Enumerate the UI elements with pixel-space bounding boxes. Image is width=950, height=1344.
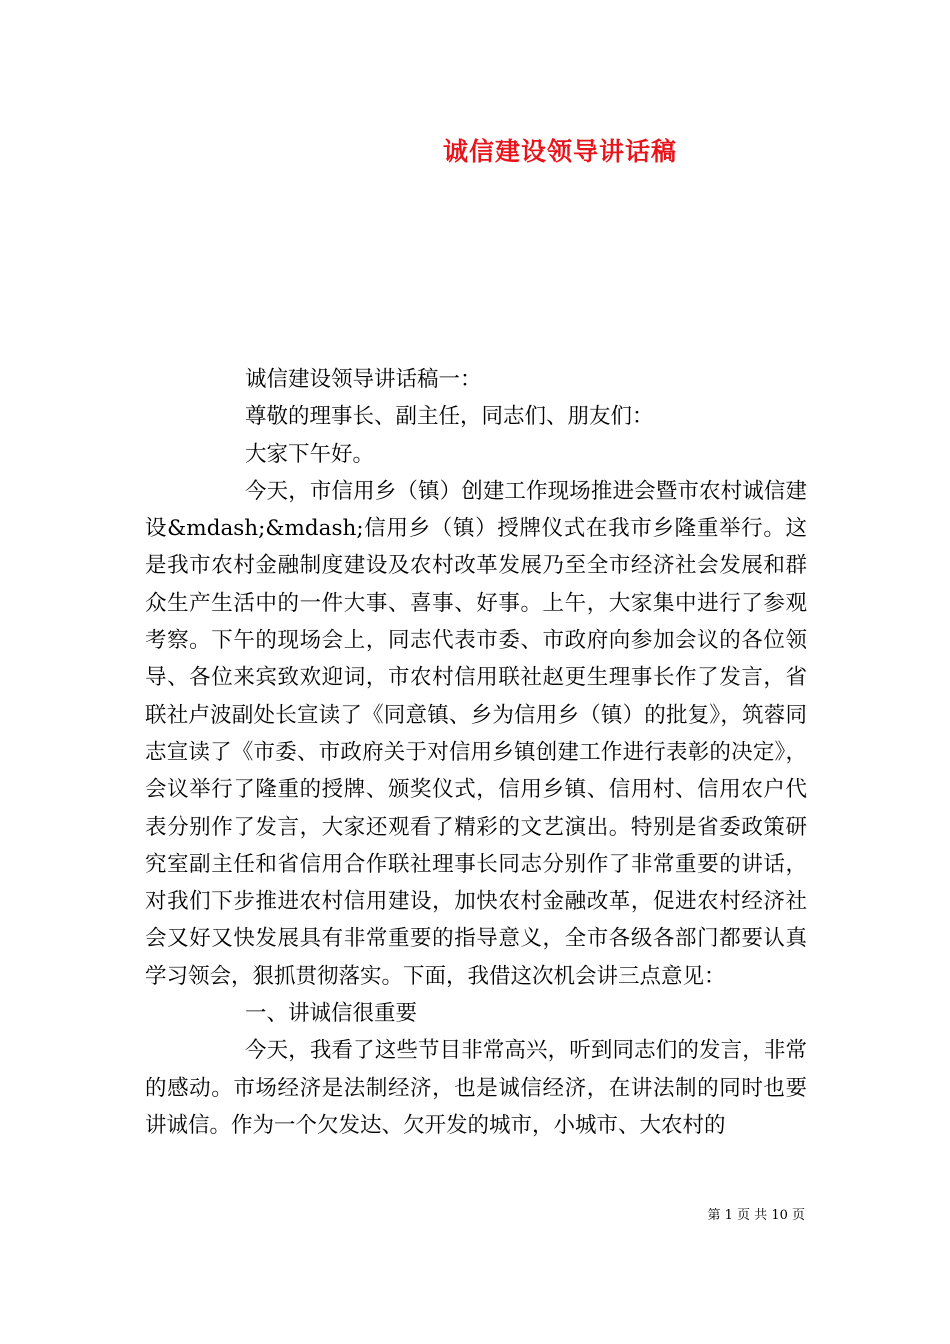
paragraph-intro: 今天，市信用乡（镇）创建工作现场推进会暨市农村诚信建设&mdash;&mdash;信用乡（镇）授牌仪式在我市乡隆重举行。这是我市农村金融制度建设及农村改革发展乃至全市经济社会发展和群众生产生活中的一件大事、喜事、好事。上午，大家集中进行了参观考察。下午的现场会上，同志代表市委、市政府向参加会议的各位领导、各位来宾致欢迎词，市农村信用联社赵更生理事长作了发言，省联社卢波副处长宣读了《同意镇、乡为信用乡（镇）的批复》，筑蓉同志宣读了《市委、市政府关于对信用乡镇创建工作进行表彰的决定》，会议举行了隆重的授牌、颁奖仪式，信用乡镇、信用村、信用农户代表分别作了发言，大家还观看了精彩的文艺演出。特别是省委政策研究室副主任和省信用合作联社理事长同志分别作了非常重要的讲话，对我们下步推进农村信用建设，加快农村金融改革，促进农村经济社会又好又快发展具有非常重要的指导意义，全市各级各部门都要认真学习领会，狠抓贯彻落实。下面，我借这次机会讲三点意见： bbox=[145, 478, 807, 989]
paragraph-salutation-heading: 诚信建设领导讲话稿一： bbox=[245, 367, 482, 392]
paragraph-greeting: 大家下午好。 bbox=[245, 441, 375, 467]
page-title: 诚信建设领导讲话稿 bbox=[442, 137, 677, 166]
section-heading-1: 一、讲诚信很重要 bbox=[245, 1001, 418, 1027]
page-number: 第 1 页 共 10 页 bbox=[707, 1208, 805, 1223]
paragraph-section-1: 今天，我看了这些节目非常高兴，听到同志们的发言，非常的感动。市场经济是法制经济，也是诚信经济，在讲法制的同时也要讲诚信。作为一个欠发达、欠开发的城市，小城市、大农村的 bbox=[145, 1038, 807, 1138]
paragraph-salutation: 尊敬的理事长、副主任，同志们、朋友们： bbox=[245, 404, 654, 430]
document-body bbox=[145, 361, 807, 1144]
